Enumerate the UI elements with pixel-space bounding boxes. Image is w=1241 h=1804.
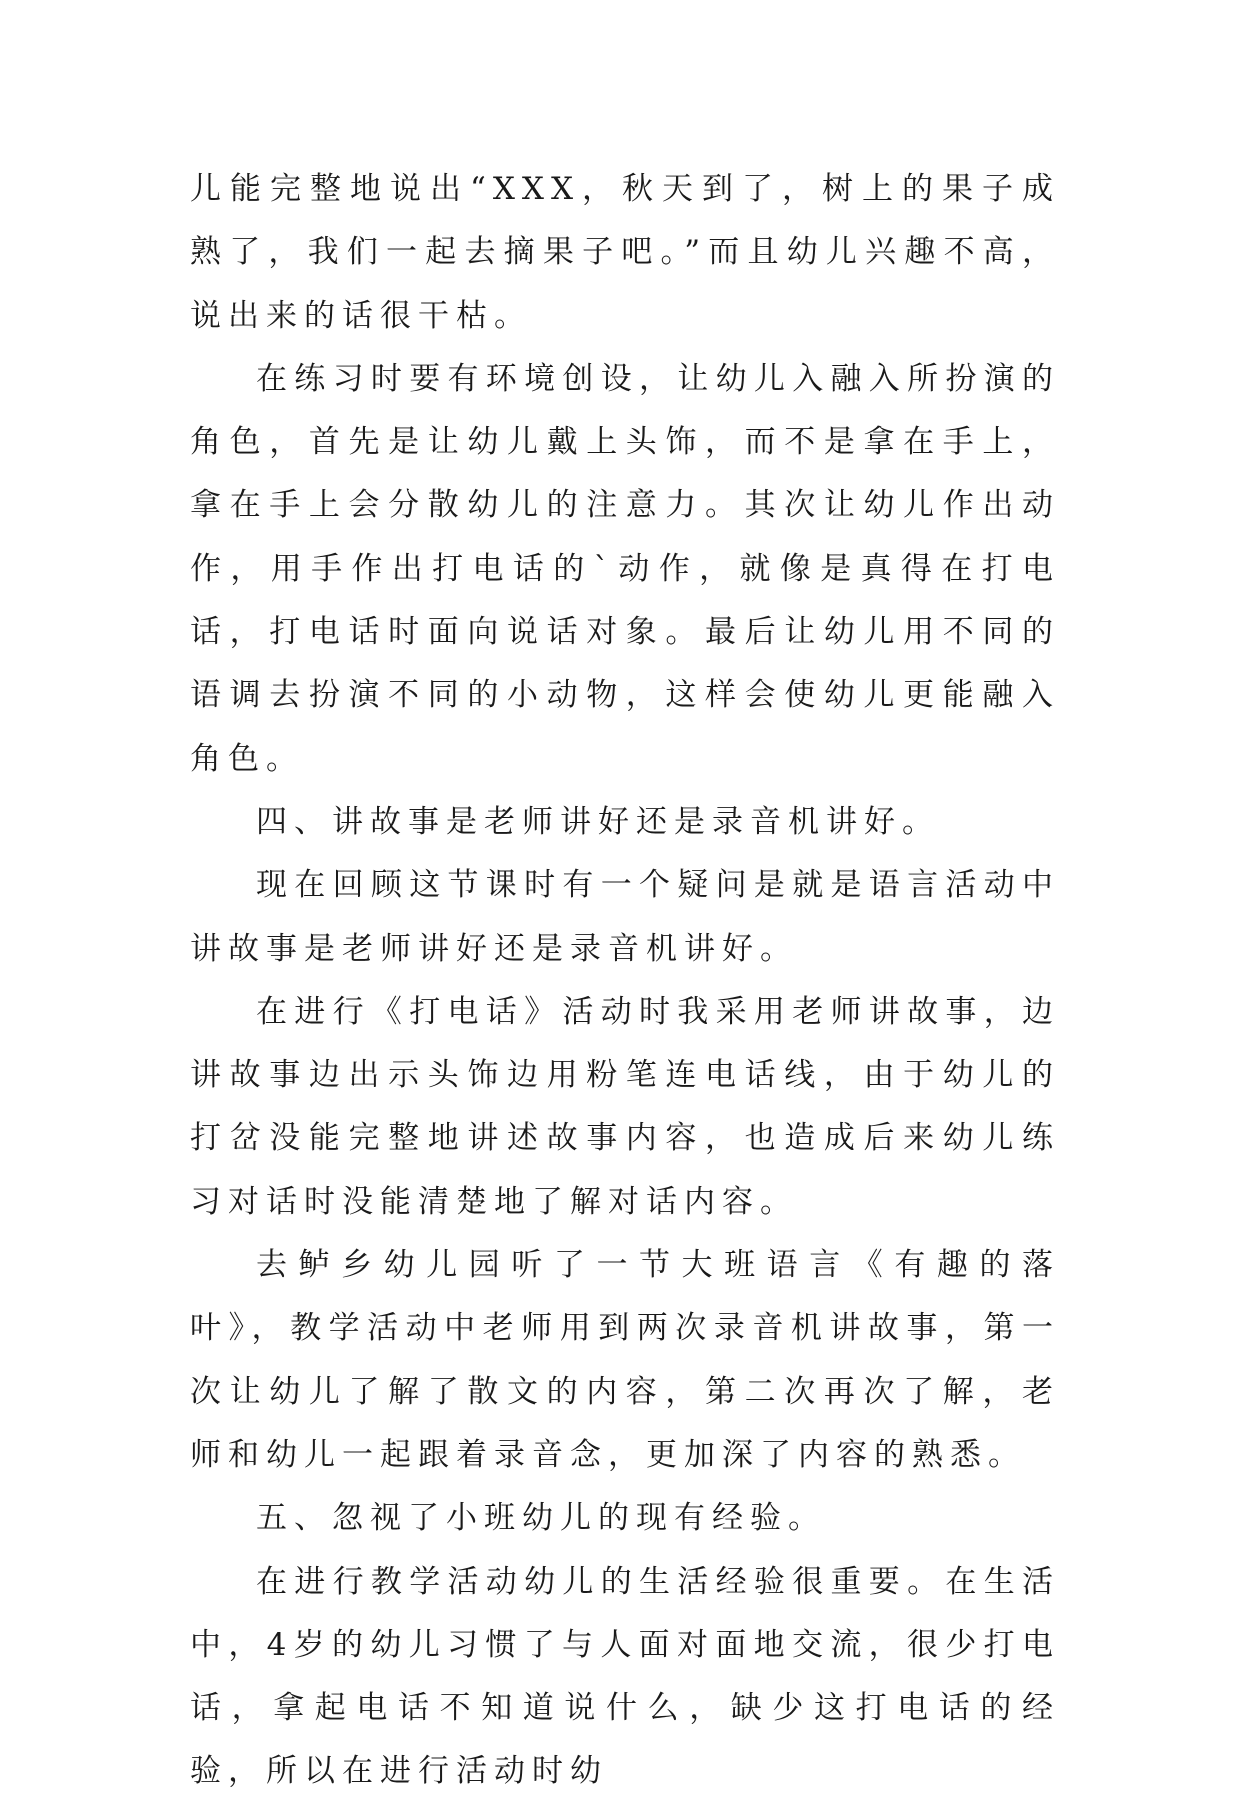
paragraph-3: 现在回顾这节课时有一个疑问是就是语言活动中讲故事是老师讲好还是录音机讲好。 <box>190 867 1060 967</box>
section-heading-5: 五、忽视了小班幼儿的现有经验。 <box>256 1500 826 1537</box>
document-body <box>190 158 1060 1804</box>
paragraph-2: 在练习时要有环境创设，让幼儿入融入所扮演的角色，首先是让幼儿戴上头饰，而不是拿在手上，拿在手上会分散幼儿的注意力。其次让幼儿作出动作，用手作出打电话的`动作，就像是真得在打电话，打电话时面向说话对象。最后让幼儿用不同的语调去扮演不同的小动物，这样会使幼儿更能融入角色。 <box>190 360 1060 777</box>
paragraph-4: 在进行《打电话》活动时我采用老师讲故事，边讲故事边出示头饰边用粉笔连电话线，由于幼儿的打岔没能完整地讲述故事内容，也造成后来幼儿练习对话时没能清楚地了解对话内容。 <box>190 993 1060 1220</box>
paragraph-5: 去鲈乡幼儿园听了一节大班语言《有趣的落叶》，教学活动中老师用到两次录音机讲故事，第一次让幼儿了解了散文的内容，第二次再次了解，老师和幼儿一起跟着录音念，更加深了内容的熟悉。 <box>190 1247 1060 1473</box>
section-heading-4: 四、讲故事是老师讲好还是录音机讲好。 <box>256 803 940 840</box>
paragraph-1: 儿能完整地说出“XXX，秋天到了，树上的果子成熟了，我们一起去摘果子吧。”而且幼儿兴趣不高，说出来的话很干枯。 <box>190 171 1060 334</box>
paragraph-6: 在进行教学活动幼儿的生活经验很重要。在生活中，4岁的幼儿习惯了与人面对面地交流，很少打电话，拿起电话不知道说什么，缺少这打电话的经验，所以在进行活动时幼 <box>190 1563 1060 1790</box>
